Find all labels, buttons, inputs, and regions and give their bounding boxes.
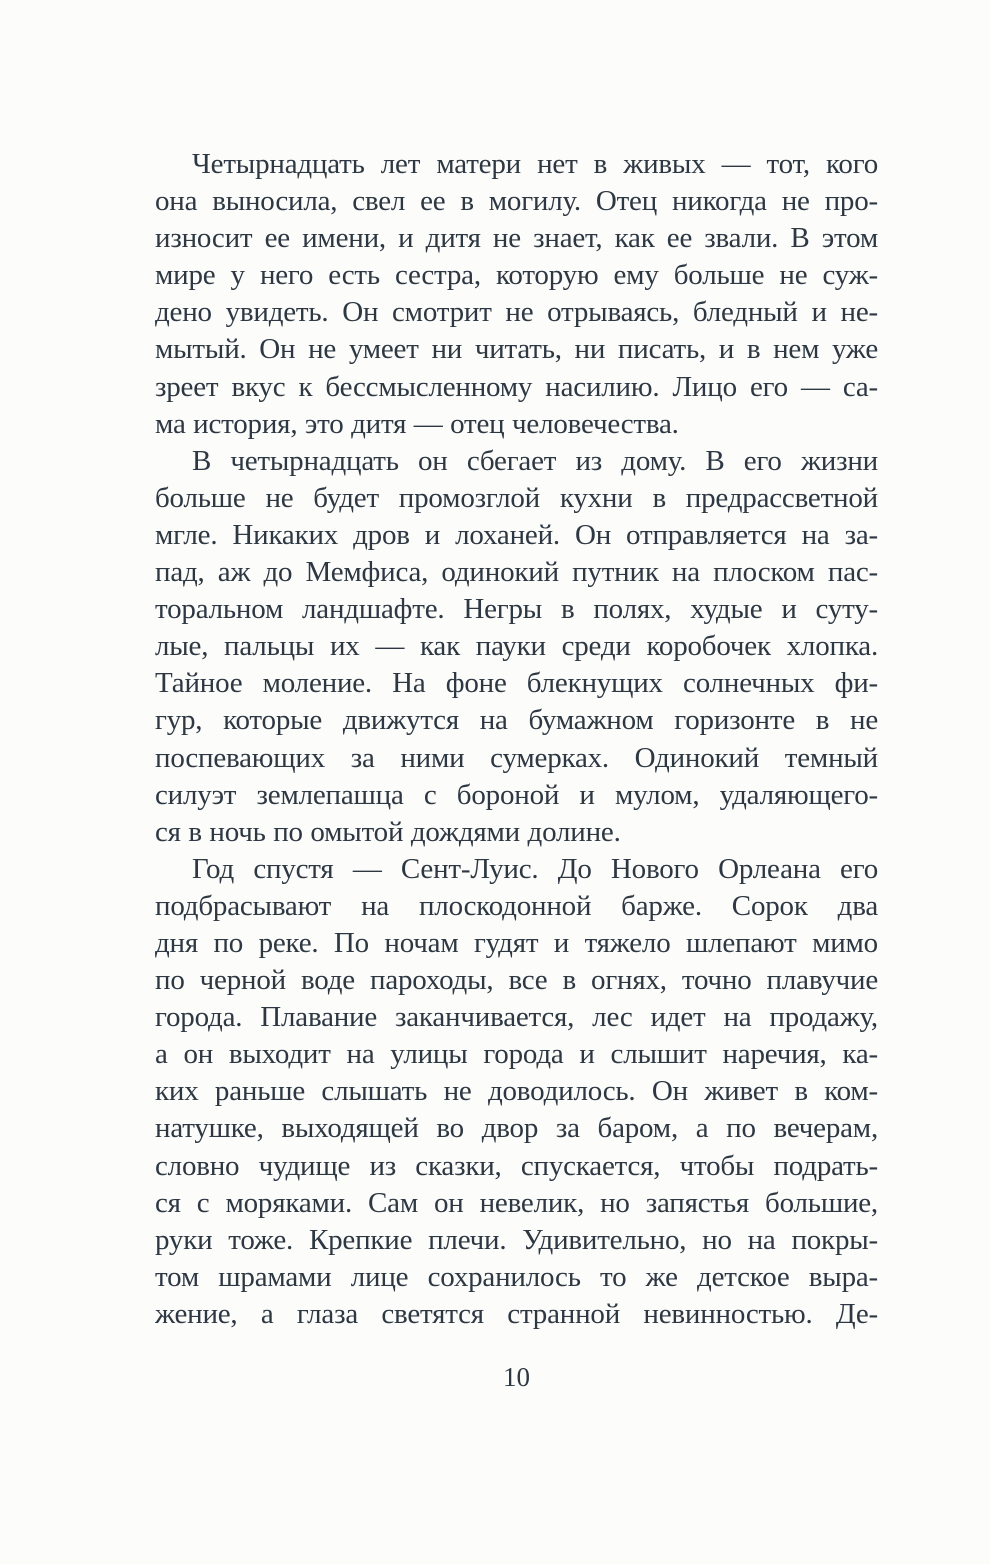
text-line: а он выходит на улицы города и слышит наречия, ка- <box>155 1038 878 1071</box>
text-line: больше не будет промозглой кухни в предрассветной <box>155 481 878 514</box>
text-line: ма история, это дитя — отец человечества. <box>155 407 679 440</box>
text-line: подбрасывают на плоскодонной барже. Сорок два <box>155 889 878 922</box>
page-text <box>155 146 878 1333</box>
text-line: мире у него есть сестра, которую ему больше не суж- <box>155 259 878 292</box>
text-line: дня по реке. По ночам гудят и тяжело шлепают мимо <box>155 926 878 959</box>
text-line: жение, а глаза светятся странной невинностью. Де- <box>155 1297 878 1330</box>
text-line: износит ее имени, и дитя не знает, как ее звали. В этом <box>155 222 878 255</box>
text-line: города. Плавание заканчивается, лес идет на продажу, <box>155 1001 878 1034</box>
text-line: словно чудище из сказки, спускается, чтобы подрать- <box>155 1149 878 1182</box>
text-line: лые, пальцы их — как пауки среди коробочек хлопка. <box>155 630 878 663</box>
paragraph <box>155 146 878 443</box>
text-line: зреет вкус к бессмысленному насилию. Лицо его — са- <box>155 370 878 403</box>
text-line: руки тоже. Крепкие плечи. Удивительно, но на покры- <box>155 1223 878 1256</box>
text-line: гур, которые движутся на бумажном горизонте в не <box>155 704 878 737</box>
text-line: дено увидеть. Он смотрит не отрываясь, бледный и не- <box>155 296 878 329</box>
text-line: по черной воде пароходы, все в огнях, точно плавучие <box>155 964 878 997</box>
paragraph <box>155 443 878 851</box>
text-line: ких раньше слышать не доводилось. Он живет в ком- <box>155 1075 878 1108</box>
text-line: пад, аж до Мемфиса, одинокий путник на плоском пас- <box>155 556 878 589</box>
text-line: натушке, выходящей во двор за баром, а по вечерам, <box>155 1112 878 1145</box>
text-line: она выносила, свел ее в могилу. Отец никогда не про- <box>155 185 878 218</box>
text-line: В четырнадцать он сбегает из дому. В его жизни <box>192 444 878 477</box>
page-number: 10 <box>503 1362 530 1392</box>
paragraph <box>155 851 878 1333</box>
text-line: ся в ночь по омытой дождями долине. <box>155 815 621 848</box>
text-line: мытый. Он не умеет ни читать, ни писать, и в нем уже <box>155 333 878 366</box>
text-line: силуэт землепашца с бороной и мулом, удаляющего- <box>155 778 878 811</box>
text-line: поспевающих за ними сумерках. Одинокий темный <box>155 741 878 774</box>
text-line: торальном ландшафте. Негры в полях, худые и суту- <box>155 593 878 626</box>
text-line: мгле. Никаких дров и лоханей. Он отправляется на за- <box>155 518 878 551</box>
text-line: ся с моряками. Сам он невелик, но запястья большие, <box>155 1186 878 1219</box>
text-line: Год спустя — Сент-Луис. До Нового Орлеана его <box>192 852 878 885</box>
text-line: Тайное моление. На фоне блекнущих солнечных фи- <box>155 667 878 700</box>
text-line: Четырнадцать лет матери нет в живых — тот, кого <box>192 148 878 180</box>
text-line: том шрамами лице сохранилось то же детское выра- <box>155 1260 878 1293</box>
